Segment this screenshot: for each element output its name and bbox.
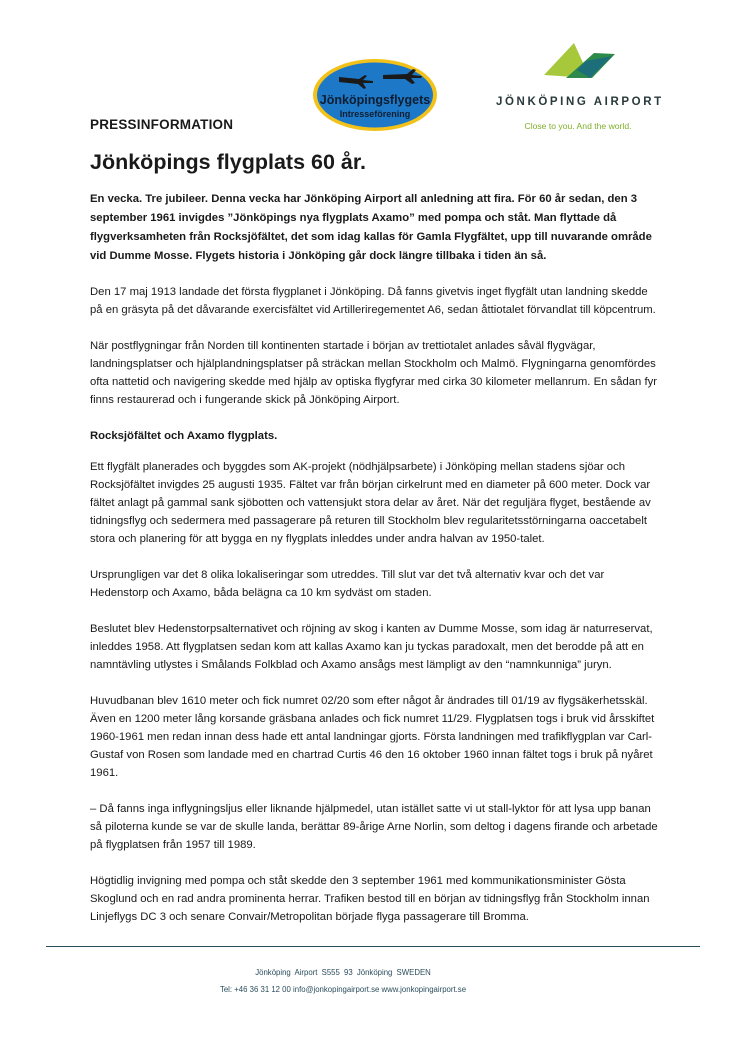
paragraph-3: Ett flygfält planerades och byggdes som AK-projekt (nödhjälpsarbete) i Jönköping mellan stadens sjöar och Rocksjöfältet invigdes 25 augusti 1935. Fältet var från början cirkelrunt med en diameter på 600 meter. Dock var fältet anlagt på gammal sank sjöbotten och vattensjukt stora delar av året. När det reguljära flyget, bestående av tidningsflyg och sedermera med passagerare på returen till Stockholm blev regularitetsstörningarna oaccetabelt stora och planering för att bygga en ny flygplats inleddes under andra halvan av 1950-talet. — [90, 461, 651, 545]
paragraph-4: Ursprungligen var det 8 olika lokaliseringar som utreddes. Till slut var det två alternativ kvar och det var Hedenstorp och Axamo, båda belägna ca 10 km sydväst om staden. — [90, 569, 605, 599]
paragraph-2: När postflygningar från Norden till kontinenten startade i början av trettiotalet anlades såväl flygvägar, landningsplatser och hjälplandningsplatser på sträckan mellan Stockholm och Malmö. Flygningarna genomfördes ofta nattetid och navigering skedde med hjälp av optiska flygfyrar med cirka 30 kilometer mellanrum. En sådan fyr finns restaurerad och i fungerande skick på Jönköping Airport. — [90, 340, 658, 406]
lead-paragraph: En vecka. Tre jubileer. Denna vecka har Jönköping Airport all anledning att fira. För 60 år sedan, den 3 september 1961 invigdes ”Jönköpings nya flygplats Axamo” med pompa och ståt. Man flyttade då flygverksamheten från Rocksjöfältet, det som idag kallas för Gamla Flygfältet, upp till nuvarande område vid Dumme Mosse. Flygets historia i Jönköping går dock längre tillbaka i tiden än så. — [90, 193, 652, 262]
club-logo-text: Jönköpingsflygets — [319, 93, 431, 107]
paragraph-1: Den 17 maj 1913 landade det första flygplanet i Jönköping. Då fanns givetvis inget flygfält utan landning skedde på en gräsyta på det dåvarande exercisfältet vid Artilleriregementet A6, sedan åttiotalet förvandlat till köpcentrum. — [90, 286, 656, 316]
page-title: Jönköpings flygplats 60 år. — [90, 150, 366, 174]
club-logo-subtext: Intresseförening — [339, 109, 411, 119]
paragraph-8: Högtidlig invigning med pompa och ståt skedde den 3 september 1961 med kommunikationsminister Gösta Skoglund och en rad andra prominenta herrar. Trafiken bestod till en början av tidningsflyg från Stockholm innan Linjeflygs DC 3 och senare Convair/Metropolitan började flyga passagerare till Bromma. — [90, 875, 650, 923]
airport-name: JÖNKÖPING AIRPORT — [496, 96, 664, 108]
paragraph-7: – Då fanns inga inflygningsljus eller liknande hjälpmedel, utan istället satte vi ut stall-lyktor för att lysa upp banan så piloterna kunde se var de skulle landa, berättar 89-årige Arne Norlin, som deltog i dagens firande och arbetade på flygplatsen från 1957 till 1989. — [90, 803, 658, 851]
club-logo — [311, 57, 439, 133]
footer-divider — [46, 946, 700, 947]
airport-tagline: Close to you. And the world. — [524, 121, 632, 131]
section-subheading: Rocksjöfältet och Axamo flygplats. — [90, 430, 278, 442]
footer-address: Jönköping Airport S555 93 Jönköping SWEDEN — [255, 968, 431, 977]
paragraph-5: Beslutet blev Hedenstorpsalternativet och röjning av skog i kanten av Dumme Mosse, som idag är naturreservat, inleddes 1958. Att flygplatsen sedan kom att kallas Axamo kan ju tyckas paradoxalt, men det berodde på att en namntävling utlystes i Smålands Folkblad och Axamo ansågs mest lämpligt av den “namnkunniga” juryn. — [90, 623, 653, 671]
press-label: PRESSINFORMATION — [90, 117, 234, 132]
footer-contact: Tel: +46 36 31 12 00 info@jonkopingairport.se www.jonkopingairport.se — [219, 985, 467, 994]
article-body — [90, 190, 662, 944]
paragraph-6: Huvudbanan blev 1610 meter och fick numret 02/20 som efter något år ändrades till 01/19 av flygsäkerhetsskäl. Även en 1200 meter lång korsande gräsbana anlades och fick numret 11/29. Flygplatsen togs i bruk vid årsskiftet 1960-1961 men redan innan dess hade ett antal landningar gjorts. Första landningen med trafikflygplan var Carl-Gustaf von Rosen som landade med en chartrad Curtis 46 den 16 oktober 1960 innan fältet togs i bruk på nyåret 1961. — [90, 695, 655, 779]
